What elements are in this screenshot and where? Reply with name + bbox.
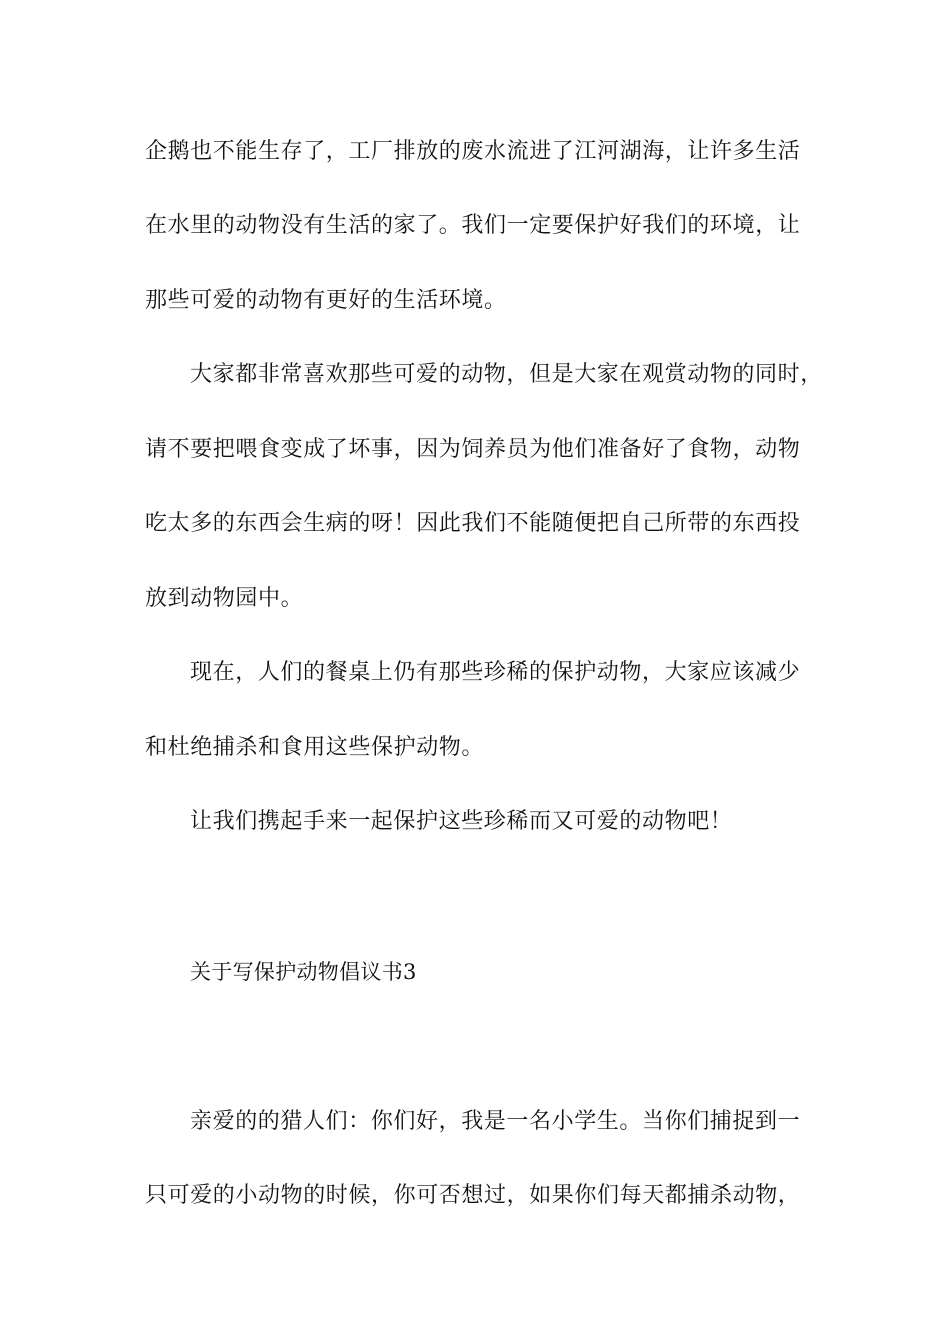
section-title: 关于写保护动物倡议书3 [190,960,417,984]
paragraph-line: 让我们携起手来一起保护这些珍稀而又可爱的动物吧！ [190,809,733,834]
paragraph-line: 在水里的动物没有生活的家了。我们一定要保护好我们的环境，让 [145,213,801,238]
paragraph-line: 只可爱的小动物的时候，你可否想过，如果你们每天都捕杀动物， [145,1183,801,1208]
paragraph-line: 企鹅也不能生存了，工厂排放的废水流进了江河湖海，让许多生活 [145,139,801,164]
paragraph-line: 和杜绝捕杀和食用这些保护动物。 [145,735,485,760]
paragraph-line: 请不要把喂食变成了坏事，因为饲养员为他们准备好了食物，动物 [145,437,801,462]
paragraph-line: 吃太多的东西会生病的呀！因此我们不能随便把自己所带的东西投 [145,511,801,536]
paragraph-line: 现在，人们的餐桌上仍有那些珍稀的保护动物，大家应该减少 [190,660,801,685]
paragraph-line: 放到动物园中。 [145,586,304,611]
paragraph-line: 大家都非常喜欢那些可爱的动物，但是大家在观赏动物的同时， [190,362,823,387]
paragraph-line: 那些可爱的动物有更好的生活环境。 [145,288,507,313]
paragraph-line: 亲爱的的猎人们：你们好，我是一名小学生。当你们捕捉到一 [190,1109,801,1134]
